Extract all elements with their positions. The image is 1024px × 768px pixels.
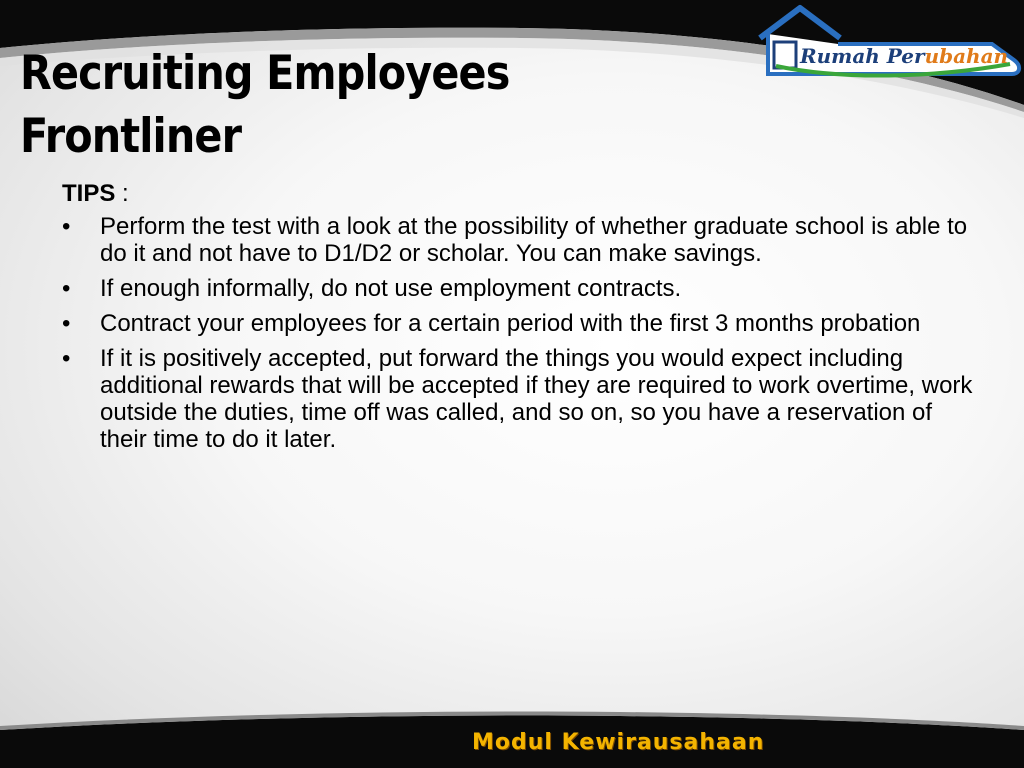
bullet-text: If enough informally, do not use employment contracts. <box>100 275 682 302</box>
tips-label: TIPS <box>62 180 116 207</box>
title-line-2: Frontliner <box>20 109 242 164</box>
tips-list-item <box>62 213 977 267</box>
tips-colon: : <box>115 180 129 207</box>
tips-list-item <box>62 310 977 337</box>
title-line-1: Recruiting Employees <box>20 46 510 101</box>
bullet-icon: • <box>62 275 71 302</box>
bullet-icon: • <box>62 213 71 240</box>
bullet-text: Contract your employees for a certain period with the first 3 months probation <box>100 310 921 337</box>
tips-heading <box>62 180 977 207</box>
bullet-icon: • <box>62 310 71 337</box>
logo-text-part2: ubahan <box>924 44 1009 68</box>
rumah-perubahan-logo <box>752 4 1024 82</box>
bullet-text: If it is positively accepted, put forward the things you would expect including additional rewards that will be accepted if they are required to work overtime, work outside the duties, time off was called, and so on, so you have a reservation of their time to do it later. <box>100 345 973 453</box>
logo-wordmark <box>800 44 1008 68</box>
bullet-icon: • <box>62 345 71 372</box>
footer-label: Modul Kewirausahaan <box>472 730 765 755</box>
tips-list <box>62 213 977 453</box>
slide-title <box>20 42 509 168</box>
logo-text-part1: Rumah Per <box>800 44 925 68</box>
slide-body <box>62 180 977 461</box>
house-logo-icon <box>752 4 1024 82</box>
tips-list-item <box>62 345 977 453</box>
bullet-text: Perform the test with a look at the possibility of whether graduate school is able to do it and not have to D1/D2 or scholar. You can make savings. <box>100 213 968 267</box>
tips-list-item <box>62 275 977 302</box>
